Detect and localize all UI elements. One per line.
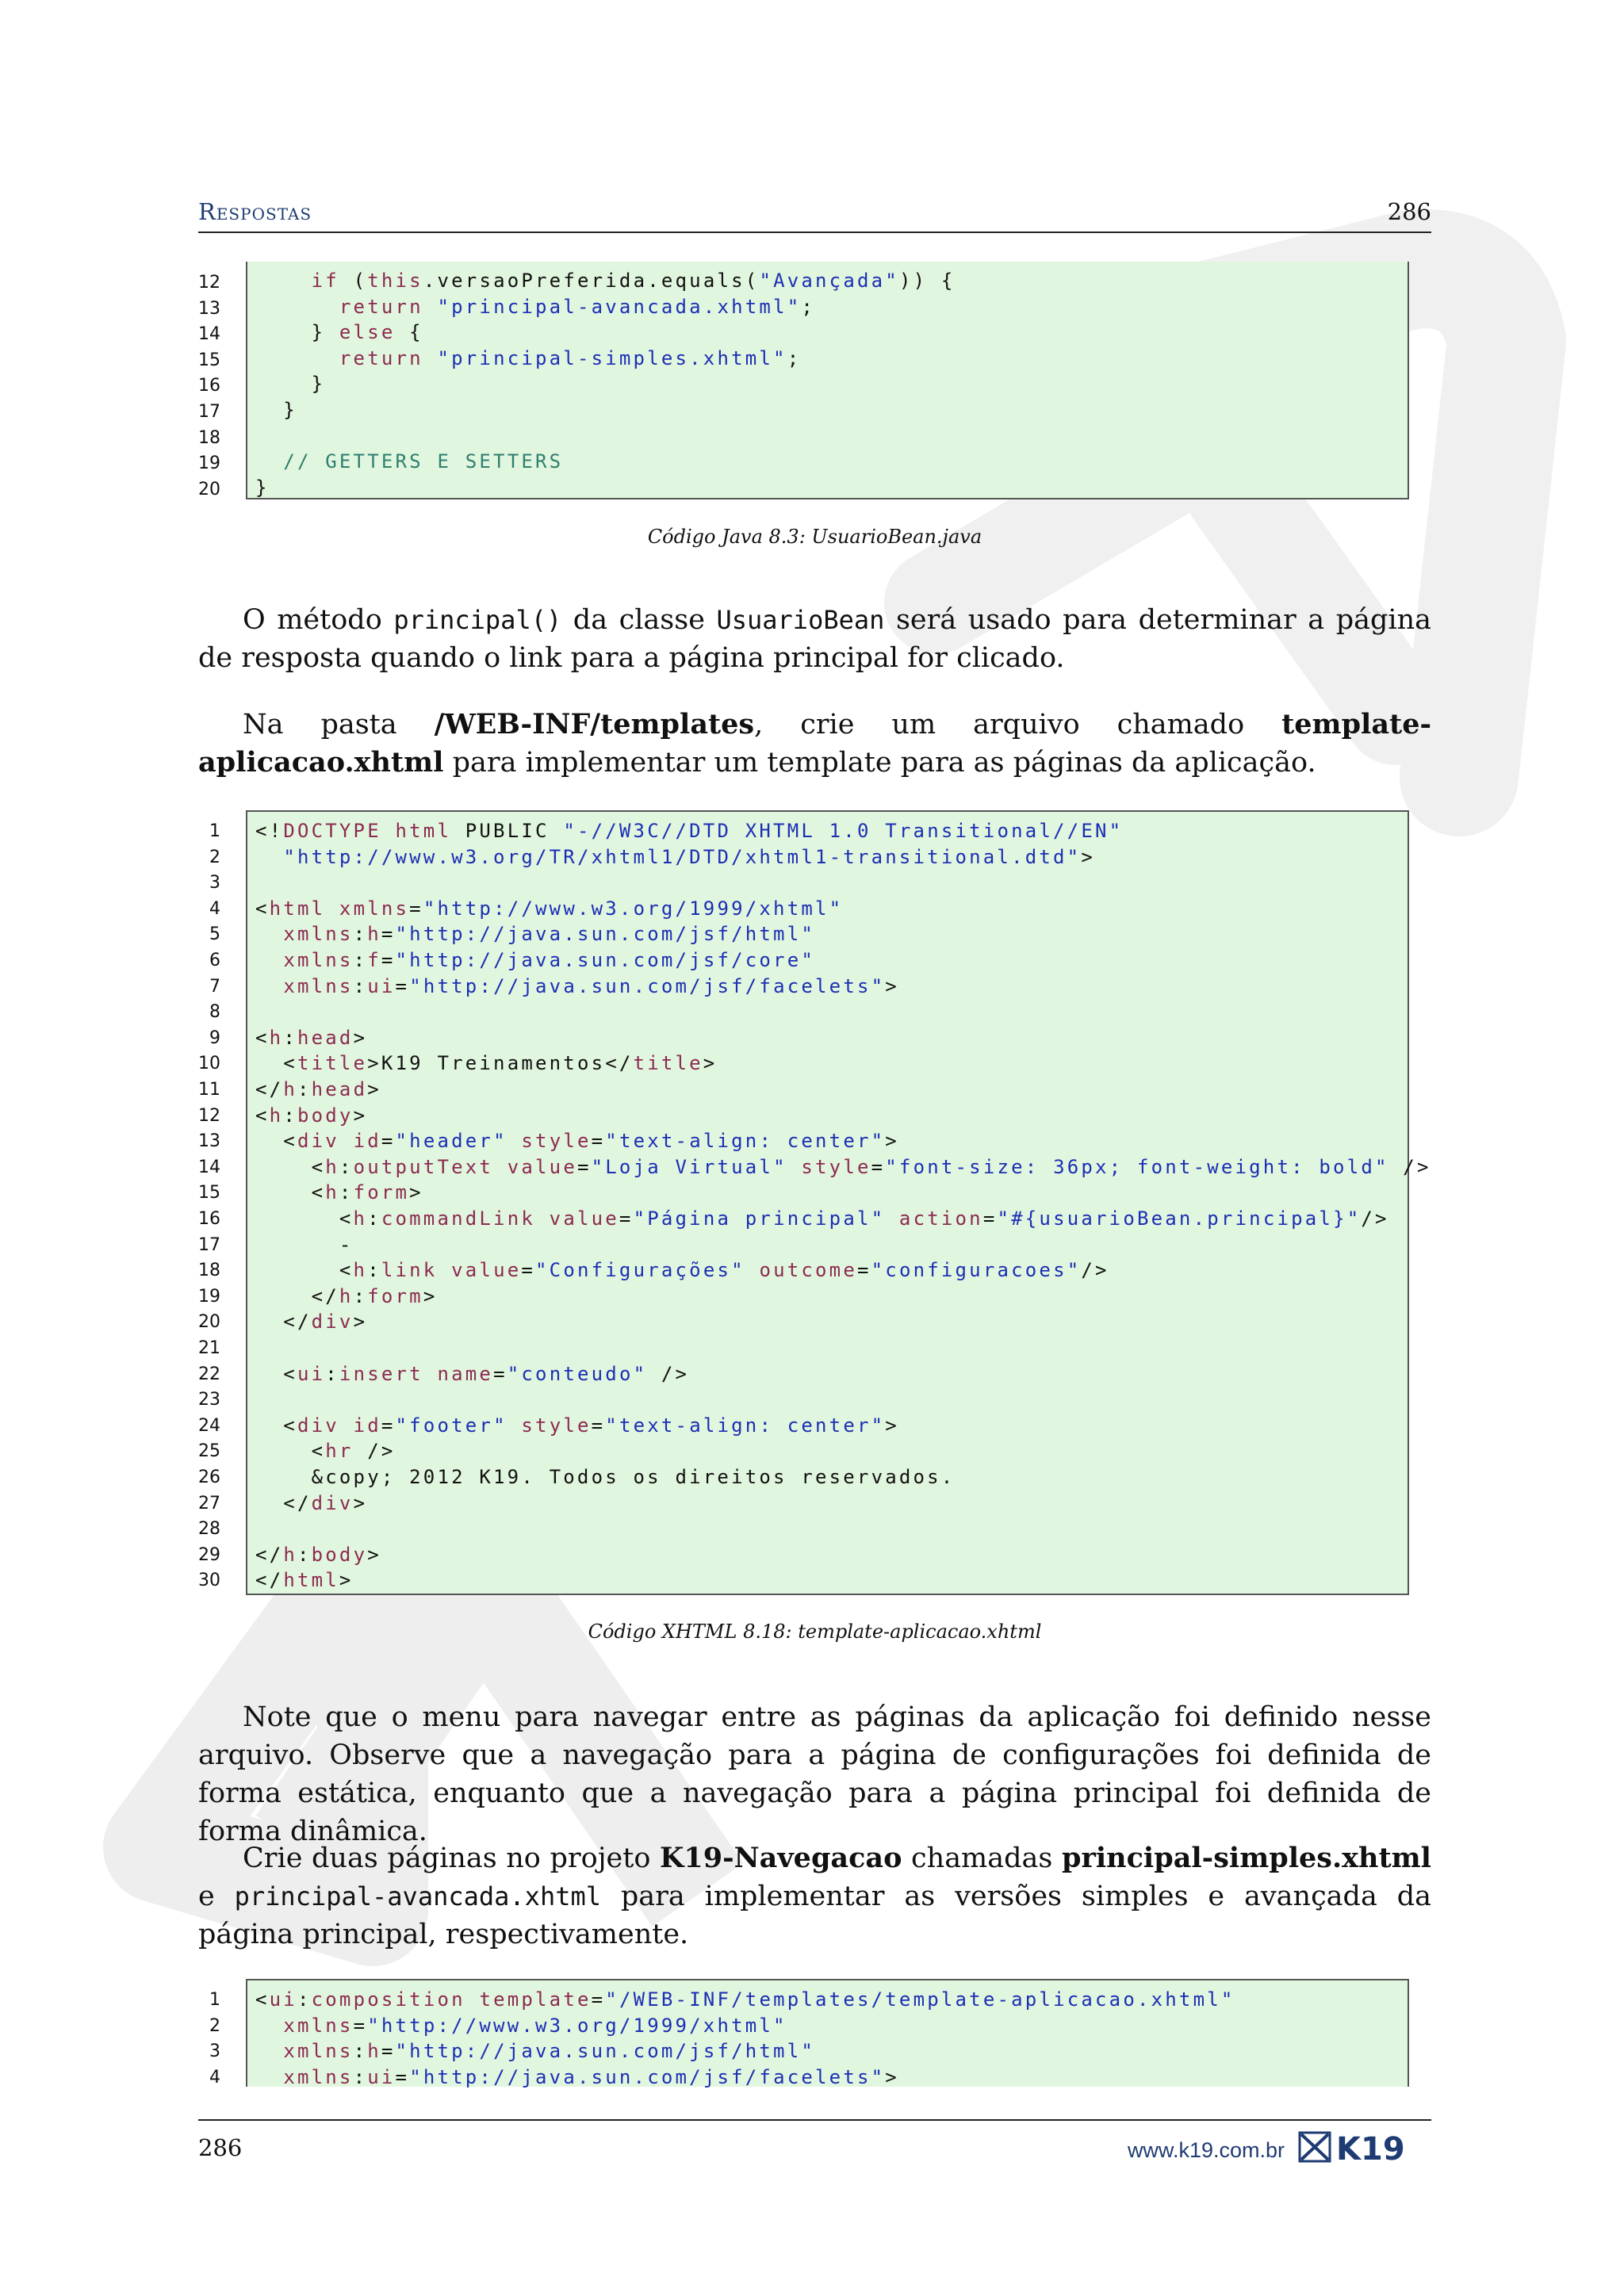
line-number: 18 <box>198 1261 220 1281</box>
svg-text:K19: K19 <box>1336 2131 1405 2164</box>
paragraph-create-pages: Crie duas páginas no projeto K19-Navegacao chamadas principal-simples.xhtml e principal-avancada.xhtml para implementar as versões simples e avançada da página principal, respectivamente. <box>198 1842 1431 1950</box>
code-line: </h:form> <box>255 1284 438 1307</box>
line-number: 20 <box>198 479 220 499</box>
line-number: 2 <box>209 847 220 867</box>
code-line: </div> <box>255 1491 368 1514</box>
line-number: 15 <box>198 350 220 370</box>
code-line: <h:link value="Configurações" outcome="configuracoes"/> <box>255 1259 1109 1282</box>
bold-filename: template-aplicacao.xhtml <box>198 708 1431 779</box>
k19-logo-icon <box>1298 2130 1431 2164</box>
code-line: <h:head> <box>255 1026 368 1049</box>
code-line: <h:commandLink value="Página principal" action="#{usuarioBean.principal}"/> <box>255 1207 1389 1230</box>
code-box <box>246 262 1409 499</box>
code-box <box>246 1979 1409 2087</box>
line-number: 12 <box>198 273 220 293</box>
code-line: <ui:insert name="conteudo" /> <box>255 1362 690 1385</box>
header-page-number: 286 <box>1387 198 1431 225</box>
line-number: 29 <box>198 1544 220 1565</box>
line-number: 27 <box>198 1493 220 1513</box>
code-box <box>246 810 1431 1595</box>
code-line: return "principal-avancada.xhtml"; <box>339 295 816 318</box>
line-number: 5 <box>209 924 220 945</box>
line-number: 12 <box>198 1105 220 1126</box>
line-number: 19 <box>198 1286 220 1307</box>
inline-code: UsuarioBean <box>716 605 885 635</box>
footer-url: www.k19.com.br <box>1127 2138 1285 2162</box>
inline-code: principal-avancada.xhtml <box>234 1881 601 1911</box>
paragraph-menu-note: Note que o menu para navegar entre as páginas da aplicação foi definido nesse arquivo. Observe que a navegação para a página de configurações foi definida de forma estática, enquanto que a navegação para a página principal foi definida de forma dinâmica. <box>198 1701 1431 1847</box>
line-number: 17 <box>198 402 220 422</box>
line-number: 16 <box>198 1209 220 1229</box>
code-line: <h:body> <box>255 1104 368 1127</box>
line-number: 9 <box>209 1027 220 1048</box>
code-line: </div> <box>255 1311 368 1334</box>
header-rule <box>198 232 1431 233</box>
paragraph-principal-method: O método principal() da classe UsuarioBean será usado para determinar a página de resposta quando o link para a página principal for clicado. <box>198 604 1431 674</box>
code-line: xmlns:h="http://java.sun.com/jsf/html" <box>283 2040 816 2063</box>
line-number: 14 <box>198 324 220 345</box>
line-number: 25 <box>198 1441 220 1462</box>
line-number: 8 <box>209 1002 220 1023</box>
line-number: 13 <box>198 298 220 319</box>
line-number: 4 <box>209 2067 220 2087</box>
line-number: 16 <box>198 376 220 396</box>
line-number: 1 <box>209 1990 220 2010</box>
code-line: xmlns:h="http://java.sun.com/jsf/html" <box>283 923 816 946</box>
code-line: </html> <box>255 1569 354 1592</box>
line-number: 14 <box>198 1157 220 1177</box>
line-number: 11 <box>198 1080 220 1100</box>
code-line: <hr /> <box>255 1440 396 1463</box>
line-number: 13 <box>198 1131 220 1152</box>
footer-page-number: 286 <box>198 2134 243 2161</box>
line-number: 2 <box>209 2015 220 2036</box>
line-number: 23 <box>198 1390 220 1410</box>
code-line: } else { <box>255 321 423 344</box>
line-number: 6 <box>209 951 220 970</box>
line-number: 18 <box>198 427 220 448</box>
code-line: <!DOCTYPE html PUBLIC "-//W3C//DTD XHTML 1.0 Transitional//EN" <box>255 820 1124 842</box>
code-line: } <box>255 399 297 421</box>
code-line: } <box>255 476 270 499</box>
line-number: 4 <box>209 898 220 919</box>
line-number: 3 <box>209 2042 220 2062</box>
inline-code: principal() <box>393 605 562 635</box>
line-number: 3 <box>209 873 220 894</box>
paragraph-create-template: Na pasta /WEB-INF/templates, crie um arquivo chamado template-aplicacao.xhtml para implementar um template para as páginas da aplicação. <box>198 708 1431 779</box>
line-number: 10 <box>198 1054 220 1074</box>
code-line: <ui:composition template="/WEB-INF/templates/template-aplicacao.xhtml" <box>255 1988 1235 2011</box>
java-code-caption: Código Java 8.3: UsuarioBean.java <box>647 526 982 548</box>
line-number: 26 <box>198 1468 220 1487</box>
code-line: return "principal-simples.xhtml"; <box>339 346 802 369</box>
code-line: <h:outputText value="Loja Virtual" style="font-size: 36px; font-weight: bold" /> <box>255 1155 1431 1178</box>
line-number: 7 <box>209 976 220 997</box>
code-line: <title>K19 Treinamentos</title> <box>255 1052 718 1075</box>
line-number: 1 <box>209 821 220 841</box>
code-line: </h:body> <box>255 1543 381 1566</box>
xhtml-code-caption: Código XHTML 8.18: template-aplicacao.xhtml <box>588 1621 1042 1643</box>
line-number: 15 <box>198 1183 220 1203</box>
code-line: xmlns="http://www.w3.org/1999/xhtml" <box>283 2014 787 2037</box>
bold-folder: /WEB-INF/templates <box>434 708 755 740</box>
code-line: <div id="header" style="text-align: center"> <box>255 1130 899 1153</box>
code-line: // GETTERS E SETTERS <box>283 450 564 473</box>
code-line: } <box>255 373 326 396</box>
bold-project: K19-Navegacao <box>660 1842 902 1874</box>
line-number: 24 <box>198 1415 220 1436</box>
code-line: "http://www.w3.org/TR/xhtml1/DTD/xhtml1-transitional.dtd"> <box>283 845 1095 868</box>
line-number: 20 <box>198 1312 220 1333</box>
line-number: 22 <box>198 1364 220 1384</box>
code-line: <h:form> <box>255 1181 423 1204</box>
code-line: <html xmlns="http://www.w3.org/1999/xhtml" <box>255 897 844 920</box>
code-line: </h:head> <box>255 1078 381 1100</box>
code-line: <div id="footer" style="text-align: center"> <box>255 1414 899 1437</box>
code-line: - <box>255 1233 354 1256</box>
bold-filename: principal-simples.xhtml <box>1061 1842 1431 1874</box>
line-number: 30 <box>198 1571 220 1591</box>
code-line: xmlns:ui="http://java.sun.com/jsf/facelets"> <box>283 974 899 997</box>
footer-rule <box>198 2119 1431 2121</box>
code-line: &copy; 2012 K19. Todos os direitos reservados. <box>255 1466 956 1488</box>
line-number: 17 <box>198 1234 220 1255</box>
line-number: 28 <box>198 1519 220 1540</box>
line-number: 19 <box>198 453 220 474</box>
code-line: if (this.versaoPreferida.equals("Avançada")) { <box>311 270 956 292</box>
running-header <box>198 198 1431 233</box>
chapter-title: Respostas <box>198 198 312 225</box>
code-line: xmlns:ui="http://java.sun.com/jsf/facelets"> <box>283 2065 899 2088</box>
code-line: xmlns:f="http://java.sun.com/jsf/core" <box>283 949 816 971</box>
line-number: 21 <box>198 1338 220 1358</box>
